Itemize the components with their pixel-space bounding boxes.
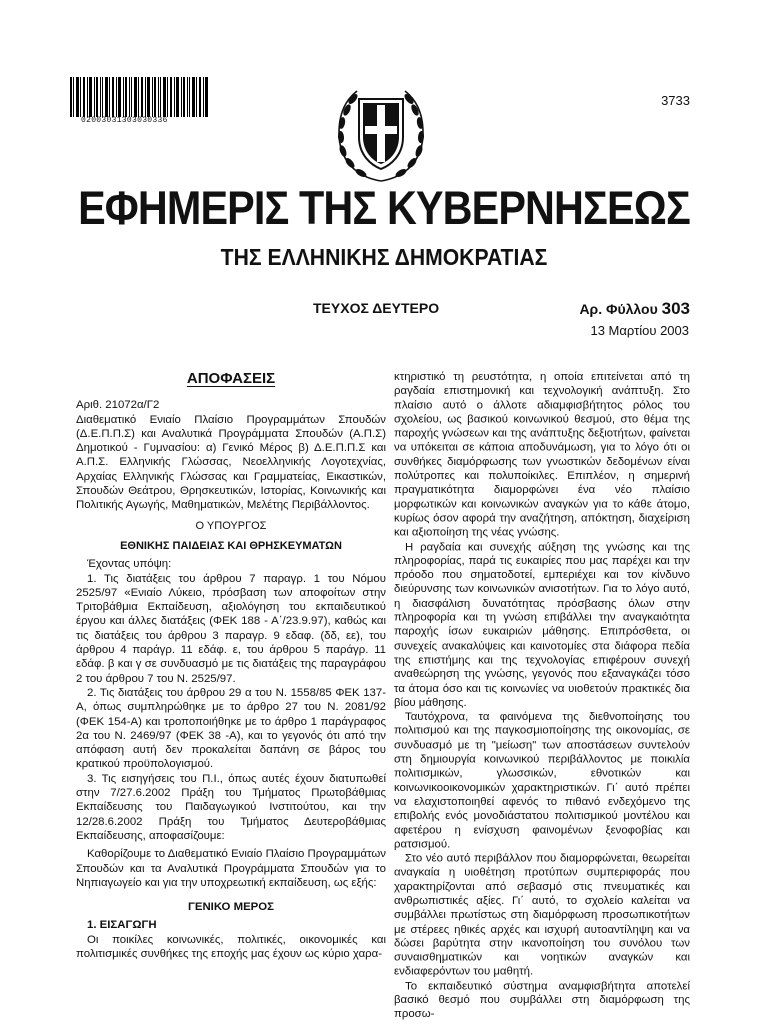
issue-date: 13 Μαρτίου 2003 — [590, 323, 689, 338]
paragraph: Οι ποικίλες κοινωνικές, πολιτικές, οικονομικές και πολιτισμικές συνθήκες της εποχής μας έχουν ως κύριο χαρα- — [76, 933, 386, 960]
gazette-subtitle: ΤΗΣ ΕΛΛΗΝΙΚΗΣ ΔΗΜΟΚΡΑΤΙΑΣ — [220, 244, 548, 270]
right-column — [394, 370, 690, 1022]
paragraph: Ταυτόχρονα, τα φαινόμενα της διεθνοποίησης του πολιτισμού και της παγκοσμιοποίησης της οικονομίας, σε συνδυασμό με τη "μείωση" των αποστάσεων συντελούν στη δημιουργία κοινωνικού περιβάλλοντος με ποικιλία πολιτισμικών, γλωσσικών, εθνοτικών και κοινωνικοοικονομικών χαρακτηριστικών. Γι΄ αυτό πρέπει να ελαχιστοποιηθεί αφενός το πιθανό ενδεχόμενο της επιβολής ενός μονοδιάστατου πολιτισμικού μοντέλου και αφετέρου η ενίσχυση φαινομένων ξενοφοβίας και ρατσισμού. — [394, 710, 690, 851]
paragraph: 2. Τις διατάξεις του άρθρου 29 α του Ν. 1558/85 ΦΕΚ 137-Α, όπως συμπληρώθηκε με το άρθρο 27 του Ν. 2081/92 (ΦΕΚ 154-Α) και τροποποιήθηκε με το άρθρο 1 παράγραφος 2α του Ν. 2469/97 (ΦΕΚ 38 -Α), και το γεγονός ότι από την απόφαση αυτή δεν προκαλείται δαπάνη σε βάρος του κρατικού προϋπολογισμού. — [76, 686, 386, 771]
decision-number: Αριθ. 21072α/Γ2 — [76, 399, 160, 412]
minister-line-2: ΕΘΝΙΚΗΣ ΠΑΙΔΕΙΑΣ ΚΑΙ ΘΡΗΣΚΕΥΜΑΤΩΝ — [120, 539, 342, 552]
page-number: 3733 — [661, 93, 690, 108]
minister-line-1: Ο ΥΠΟΥΡΓΟΣ — [195, 519, 267, 532]
left-column — [76, 370, 386, 961]
general-part-heading: ΓΕΝΙΚΟ ΜΕΡΟΣ — [188, 901, 274, 914]
paragraph: Καθορίζουμε το Διαθεματικό Ενιαίο Πλαίσιο Προγραμμάτων Σπουδών και τα Αναλυτικά Προγράμματα Σπουδών για το Νηπιαγωγείο και για την υποχρεωτική εκπαίδευση, ως εξής: — [76, 848, 386, 889]
paragraph: Το εκπαιδευτικό σύστημα αναμφισβήτητα αποτελεί βασικό θεσμό που συμβάλλει στη διαμόρφωση της προσω- — [394, 980, 690, 1021]
barcode-number: 02003031303030336 — [81, 116, 168, 125]
sheet-value: 303 — [661, 299, 690, 318]
decision-title: Διαθεματικό Ενιαίο Πλαίσιο Προγραμμάτων Σπουδών (Δ.Ε.Π.Π.Σ) και Αναλυτικά Προγράμματα Σπουδών (Α.Π.Σ) Δημοτικού - Γυμνασίου: α) Γενικό Μέρος β) Δ.Ε.Π.Π.Σ και Α.Π.Σ. Ελληνικής Γλώσσας, Νεοελληνικής Λογοτεχνίας, Αρχαίας Ελληνικής Γλώσσας και Γραμματείας, Εικαστικών, Σπουδών Θεάτρου, Θρησκευτικών, Ιστορίας, Κοινωνικής και Πολιτικής Αγωγής, Μαθηματικών, Μελέτης Περιβάλλοντος. — [76, 413, 386, 512]
sheet-number — [579, 299, 690, 319]
greek-coat-of-arms-emblem — [333, 81, 429, 183]
gazette-title: ΕΦΗΜΕΡΙΣ ΤΗΣ ΚΥΒΕΡΝΗΣΕΩΣ — [78, 181, 690, 234]
paragraph: κτηριστικό τη ρευστότητα, η οποία επιτείνεται από τη ραγδαία επιστημονική και τεχνολογική ανάπτυξη. Στο πλαίσιο αυτό ο άλλοτε αδιαμφισβήτητος ρόλος του σχολείου, ως βασικού κοινωνικού θεσμού, στο θέμα της παροχής γνώσεων και της ανάπτυξης δεξιοτήτων, φαίνεται να υπόκειται σε κάποια αποδυνάμωση, για το λόγο ότι οι συνθήκες διαμόρφωσης των γνωστικών δεδομένων είναι πολύτροπες και πολυποίκιλες. Επιπλέον, η σημερινή πραγματικότητα διαμορφώνει ένα νέο πλαίσιο μορφωτικών και κοινωνικών αναγκών για το κάθε άτομο, κυρίως όσον αφορά την αναζήτηση, απόκτηση, διαχείριση και αξιοποίηση της νέας γνώσης. — [394, 370, 690, 539]
section-heading: ΑΠΟΦΑΣΕΙΣ — [186, 370, 276, 387]
paragraph: Στο νέο αυτό περιβάλλον που διαμορφώνεται, θεωρείται αναγκαία η υιοθέτηση προτύπων συμπεριφοράς που χαρακτηρίζονται από σεβασμό στις πνευματικές και ανθρωπιστικές αξίες. Γι΄ αυτό, το σχολείο καλείται να συμβάλλει πρωτίστως στη διαμόρφωση προσωπικοτήτων με στέρεες ηθικές αρχές και ισχυρή αυτοαντίληψη και να δώσει βαρύτητα στην ικανοποίηση του συνόλου των συναισθηματικών και νοητικών αναγκών και ενδιαφερόντων του μαθητή. — [394, 852, 690, 978]
sheet-label: Αρ. Φύλλου — [579, 301, 658, 317]
intro-heading: 1. ΕΙΣΑΓΩΓΗ — [87, 919, 157, 932]
having-considered: Έχοντας υπόψη: — [87, 558, 172, 571]
paragraph: 3. Τις εισηγήσεις του Π.Ι., όπως αυτές έχουν διατυπωθεί στην 7/27.6.2002 Πράξη του Τμήματος Πρωτοβάθμιας Εκπαίδευσης του Παιδαγωγικού Ινστιτούτου, και την 12/28.6.2002 Πράξη του Τμήματος Δευτεροβάθμιας Εκπαίδευσης, αποφασίζουμε: — [76, 772, 386, 842]
issue-label: ΤΕΥΧΟΣ ΔΕΥΤΕΡΟ — [313, 300, 440, 316]
barcode — [70, 77, 208, 117]
paragraph: 1. Τις διατάξεις του άρθρου 7 παραγρ. 1 του Νόμου 2525/97 «Ενιαίο Λύκειο, πρόσβαση των αποφοίτων στην Τριτοβάθμια Εκπαίδευση, αξιολόγηση του εκπαιδευτικού έργου και άλλες διατάξεις (ΦΕΚ 188 - Α΄/23.9.97), καθώς και τις διατάξεις του άρθρου 3 παραγρ. 9 εδαφ. (δδ, εε), του άρθρου 4 παράγρ. 11 εδάφ. ε, του άρθρου 5 παράγρ. 11 εδάφ. β και γ σε συνδυασμό με τις διατάξεις της παραγράφου 2 του άρθρου 7 του Ν. 2525/97. — [76, 572, 386, 685]
paragraph: Η ραγδαία και συνεχής αύξηση της γνώσης και της πληροφορίας, παρά τις ευκαιρίες που μας παρέχει και την πρόοδο που σηματοδοτεί, εμπεριέχει και τον κίνδυνο διεύρυνσης των κοινωνικών ανισοτήτων. Για το λόγο αυτό, η διασφάλιση δυνατότητας πρόσβασης όλων στην πληροφορία και τη γνώση επιβάλλει την αναγκαιότητα παροχής ίσων ευκαιριών μάθησης. Επιπρόσθετα, οι συνεχείς ανακαλύψεις και καινοτομίες στα διάφορα πεδία της επιστήμης και της τεχνολογίας επιφέρουν συνεχή αναθεώρηση της γνώσης, γεγονός που εξαναγκάζει τόσο τα άτομα όσο και τις κοινωνίες να υιοθετούν πρακτικές δια βίου μάθησης. — [394, 540, 690, 709]
